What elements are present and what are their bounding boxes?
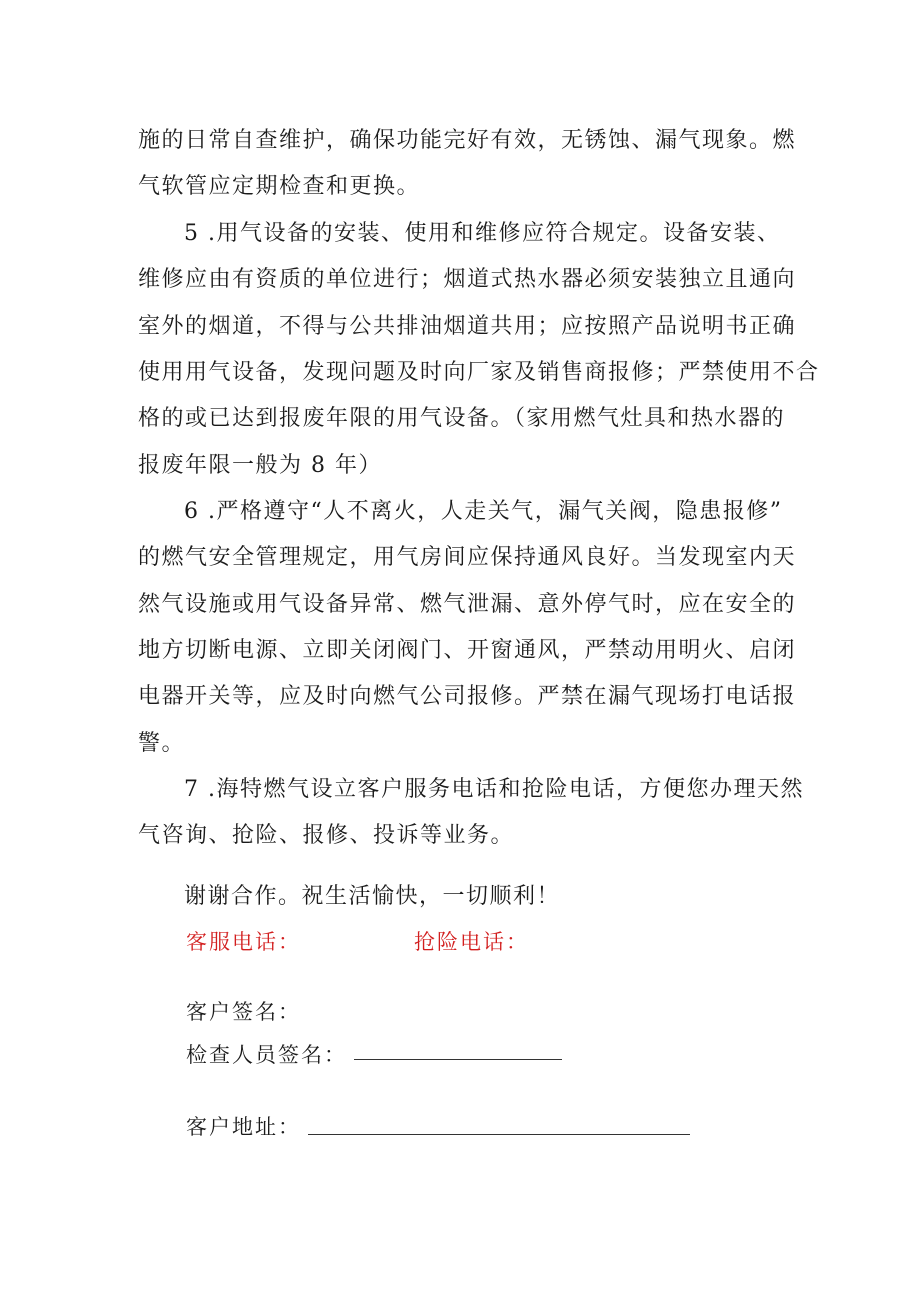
item-6-line: 然气设施或用气设备异常、燃气泄漏、意外停气时，应在安全的 <box>138 592 797 617</box>
item-5-line: 室外的烟道，不得与公共排油烟道共用；应按照产品说明书正确 <box>138 314 797 339</box>
inspector-signature-label: 检查人员签名： <box>186 1043 347 1067</box>
item-7-line: 气咨询、抢险、报修、投诉等业务。 <box>138 823 515 848</box>
customer-address-label: 客户地址： <box>186 1115 301 1139</box>
item-5-line: 格的或已达到报废年限的用气设备。（家用燃气灶具和热水器的 <box>138 406 786 431</box>
customer-signature-label: 客户签名： <box>186 1000 301 1024</box>
paragraph-line: 气软管应定期检查和更换。 <box>138 174 421 199</box>
item-6-line: 地方切断电源、立即关闭阀门、开窗通风，严禁动用明火、启闭 <box>138 638 797 663</box>
item-6-line: 警。 <box>138 731 186 756</box>
service-phone-label: 客服电话： <box>186 930 301 954</box>
item-5-line: 5 .用气设备的安装、使用和维修应符合规定。设备安装、 <box>184 221 781 246</box>
item-6-line: 的燃气安全管理规定，用气房间应保持通风良好。当发现室内天 <box>138 545 797 570</box>
paragraph-line: 施的日常自查维护，确保功能完好有效，无锈蚀、漏气现象。燃 <box>138 128 797 153</box>
item-5-line: 使用用气设备，发现问题及时向厂家及销售商报修；严禁使用不合 <box>138 360 820 385</box>
inspector-signature-line[interactable] <box>354 1059 562 1060</box>
closing-text: 谢谢合作。祝生活愉快，一切顺利！ <box>184 884 561 909</box>
item-5-line: 报废年限一般为 8 年） <box>138 453 382 478</box>
item-6-line: 6 .严格遵守“人不离火，人走关气，漏气关阀，隐患报修” <box>184 499 783 524</box>
item-7-line: 7 .海特燃气设立客户服务电话和抢险电话，方便您办理天然 <box>184 777 804 802</box>
emergency-phone-label: 抢险电话： <box>414 930 529 954</box>
item-6-line: 电器开关等，应及时向燃气公司报修。严禁在漏气现场打电话报 <box>138 684 797 709</box>
item-5-line: 维修应由有资质的单位进行；烟道式热水器必须安装独立且通向 <box>138 267 797 292</box>
customer-address-line[interactable] <box>308 1134 690 1135</box>
